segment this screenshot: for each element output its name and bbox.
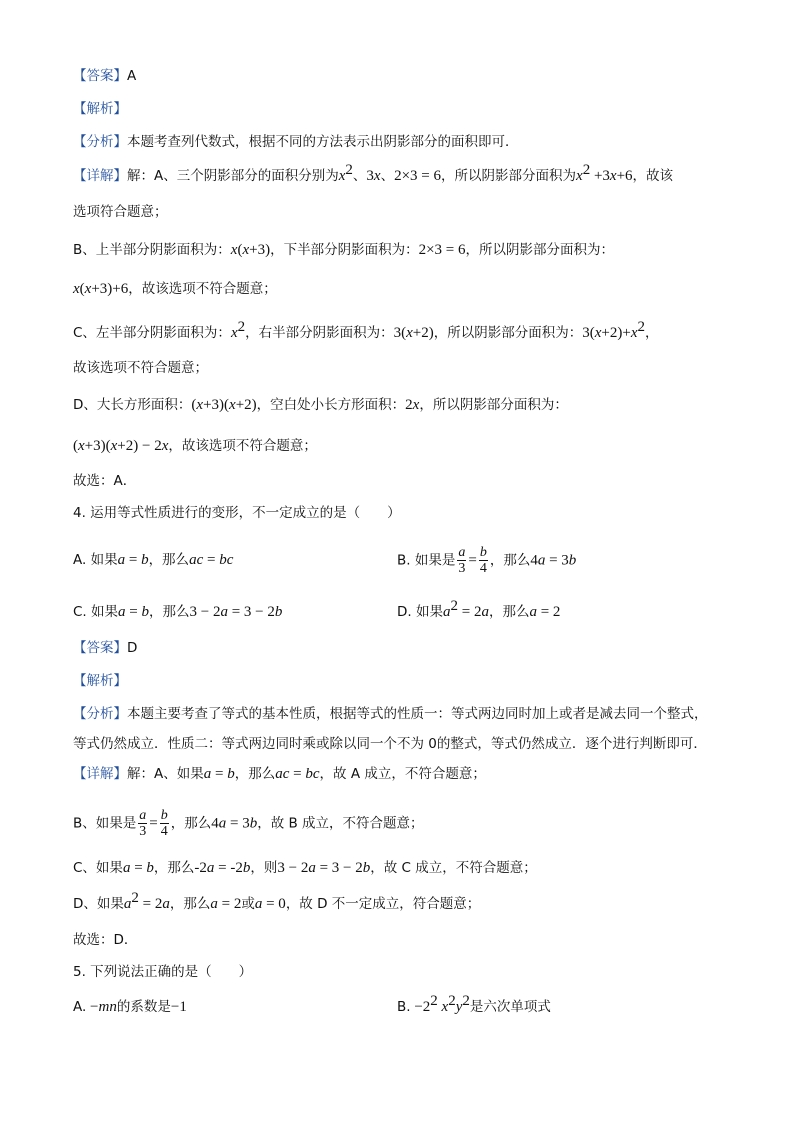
answer-line-q3 bbox=[73, 66, 136, 86]
q4-option-d: D. 如果$a^2 = 2a$，那么a = 2 bbox=[397, 598, 561, 620]
guxuan-line-q4: 故选：D． bbox=[73, 932, 138, 948]
analysis-heading-q4: 【解析】 bbox=[73, 673, 127, 689]
q5-option-b: B. $-2^2$ $x^2y^2$是六次单项式 bbox=[397, 993, 551, 1015]
guxuan-line-q3: 故选：A． bbox=[73, 473, 137, 489]
xiangjie-line-q4-b: B、如果是 $\frac{a}{3}$ = $\frac{b}{4}$ ，那么4a = 3b，故 B 成立，不符合题意； bbox=[73, 808, 424, 839]
answer-line-q4: 【答案】D bbox=[73, 640, 138, 656]
q5-option-a: A. −mn的系数是−1 bbox=[73, 999, 187, 1015]
answer-tag: 【答案】 bbox=[73, 68, 127, 84]
xiangjie-line-q4-d: D、如果$a^2 = 2a$，那么a = 2或a = 0，故 D 不一定成立，符合题意； bbox=[73, 890, 481, 912]
answer-value: A bbox=[127, 68, 137, 84]
xiangjie-line-q3-d1: D、大长方形面积：(x+3)(x+2)，空白处小长方形面积：2x，所以阴影部分面积为： bbox=[73, 397, 568, 413]
q4-option-b: B. 如果是 $\frac{a}{3}$ = $\frac{b}{4}$ ，那么4a = 3b bbox=[397, 545, 577, 576]
fenxi-line-q4-2: 等式仍然成立．性质二：等式两边同时乘或除以同一个不为 0的整式，等式仍然成立．逐个进行判断即可． bbox=[73, 736, 707, 752]
analysis-heading-q3: 【解析】 bbox=[73, 101, 127, 117]
xiangjie-line-q3-c2: 故该选项不符合题意； bbox=[73, 360, 208, 376]
xiangjie-line-q3-b2: x(x+3)+6，故该选项不符合题意； bbox=[73, 281, 277, 297]
question-4-stem: 4. 运用等式性质进行的变形，不一定成立的是（ ） bbox=[73, 505, 401, 521]
xiangjie-line-q4-a: 【详解】解：A、如果a = b，那么ac = bc，故 A 成立，不符合题意； bbox=[73, 766, 486, 782]
xiangjie-line-q4-c: C、如果a = b，那么-2a = -2b，则3 − 2a = 3 − 2b，故 C 成立，不符合题意； bbox=[73, 860, 537, 876]
question-5-stem: 5. 下列说法正确的是（ ） bbox=[73, 964, 253, 980]
xiangjie-line-q3-a: 【详解】解：A、三个阴影部分的面积分别为$x^2$、3x、2×3 = 6，所以阴影部分面积为$x^2 +3x+6$，故该 bbox=[73, 162, 674, 184]
xiangjie-line-q3-c1: C、左半部分阴影面积为：$x^2$，右半部分阴影面积为：3(x+2)，所以阴影部分面积为：$3(x+2)+x^2$， bbox=[73, 319, 659, 341]
xiangjie-line-q3-a2: 选项符合题意； bbox=[73, 204, 168, 220]
xiangjie-line-q3-d2: (x+3)(x+2) − 2x，故该选项不符合题意； bbox=[73, 438, 317, 454]
fenxi-line-q3: 【分析】本题考查列代数式，根据不同的方法表示出阴影部分的面积即可． bbox=[73, 134, 519, 150]
q4-option-a: A. 如果a = b，那么ac = bc bbox=[73, 552, 234, 568]
q4-option-c: C. 如果a = b，那么3 − 2a = 3 − 2b bbox=[73, 604, 283, 620]
fenxi-line-q4-1: 【分析】本题主要考查了等式的基本性质，根据等式的性质一：等式两边同时加上或者是减去同一个整式， bbox=[73, 706, 708, 722]
xiangjie-line-q3-b1: B、上半部分阴影面积为：x(x+3)，下半部分阴影面积为：2×3 = 6，所以阴影部分面积为： bbox=[73, 242, 614, 258]
